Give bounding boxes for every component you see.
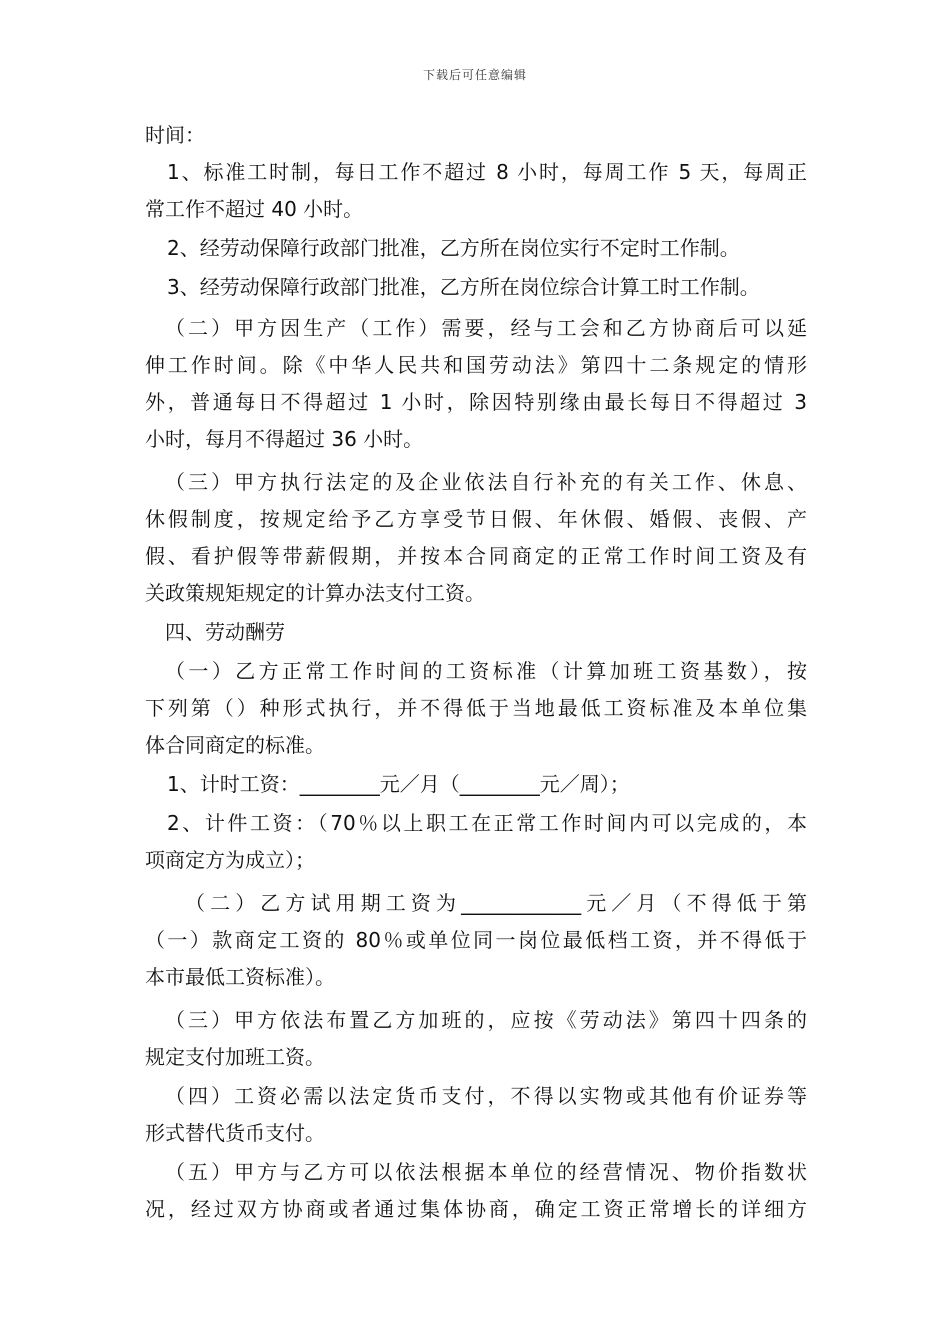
document-line: 2、经劳动保障行政部门批准，乙方所在岗位实行不定时工作制。 [167, 236, 740, 260]
document-line: （三）甲方依法布置乙方加班的，应按《劳动法》第四十四条的 [165, 1008, 807, 1032]
document-line: （四）工资必需以法定货币支付，不得以实物或其他有价证券等 [165, 1084, 807, 1108]
document-line: 休假制度，按规定给予乙方享受节日假、年休假、婚假、丧假、产 [145, 507, 807, 531]
document-line: 3、经劳动保障行政部门批准，乙方所在岗位综合计算工时工作制。 [167, 275, 760, 299]
document-line: 小时，每月不得超过 36 小时。 [145, 427, 424, 451]
document-line: （二）乙方试用期工资为____________元／月（不得低于第 [185, 891, 807, 915]
document-line: 1、标准工时制，每日工作不超过 8 小时，每周工作 5 天，每周正 [167, 160, 807, 184]
document-body [145, 117, 807, 1228]
document-line: （一）乙方正常工作时间的工资标准（计算加班工资基数），按 [165, 659, 807, 683]
document-line: 体合同商定的标准。 [145, 733, 325, 757]
document-line: 形式替代货币支付。 [145, 1121, 325, 1145]
document-line: 常工作不超过 40 小时。 [145, 197, 364, 221]
document-line: （三）甲方执行法定的及企业依法自行补充的有关工作、休息、 [165, 470, 807, 494]
document-line: 2、计件工资：（70％以上职工在正常工作时间内可以完成的，本 [167, 811, 807, 835]
document-line: 关政策规矩规定的计算办法支付工资。 [145, 581, 485, 605]
page-header: 下载后可任意编辑 [422, 68, 527, 82]
document-line: 伸工作时间。除《中华人民共和国劳动法》第四十二条规定的情形 [145, 353, 807, 377]
document-line: （一）款商定工资的 80％或单位同一岗位最低档工资，并不得低于 [145, 928, 807, 952]
document-line: 下列第（）种形式执行，并不得低于当地最低工资标准及本单位集 [145, 696, 807, 720]
document-line: 假、看护假等带薪假期，并按本合同商定的正常工作时间工资及有 [145, 544, 807, 568]
document-line: 规定支付加班工资。 [145, 1045, 325, 1069]
document-line: 本市最低工资标准）。 [145, 965, 335, 989]
document-line: 时间： [145, 123, 205, 147]
document-line: （二）甲方因生产（工作）需要，经与工会和乙方协商后可以延 [165, 316, 807, 340]
document-line: （五）甲方与乙方可以依法根据本单位的经营情况、物价指数状 [165, 1160, 807, 1184]
document-line: 四、劳动酬劳 [165, 620, 285, 644]
document-line: 况，经过双方协商或者通过集体协商，确定工资正常增长的详细方 [145, 1197, 807, 1221]
document-line: 1、计时工资：________元／月（________元／周）； [167, 772, 630, 796]
document-line: 项商定方为成立）； [145, 848, 315, 872]
document-line: 外，普通每日不得超过 1 小时，除因特别缘由最长每日不得超过 3 [145, 390, 807, 414]
